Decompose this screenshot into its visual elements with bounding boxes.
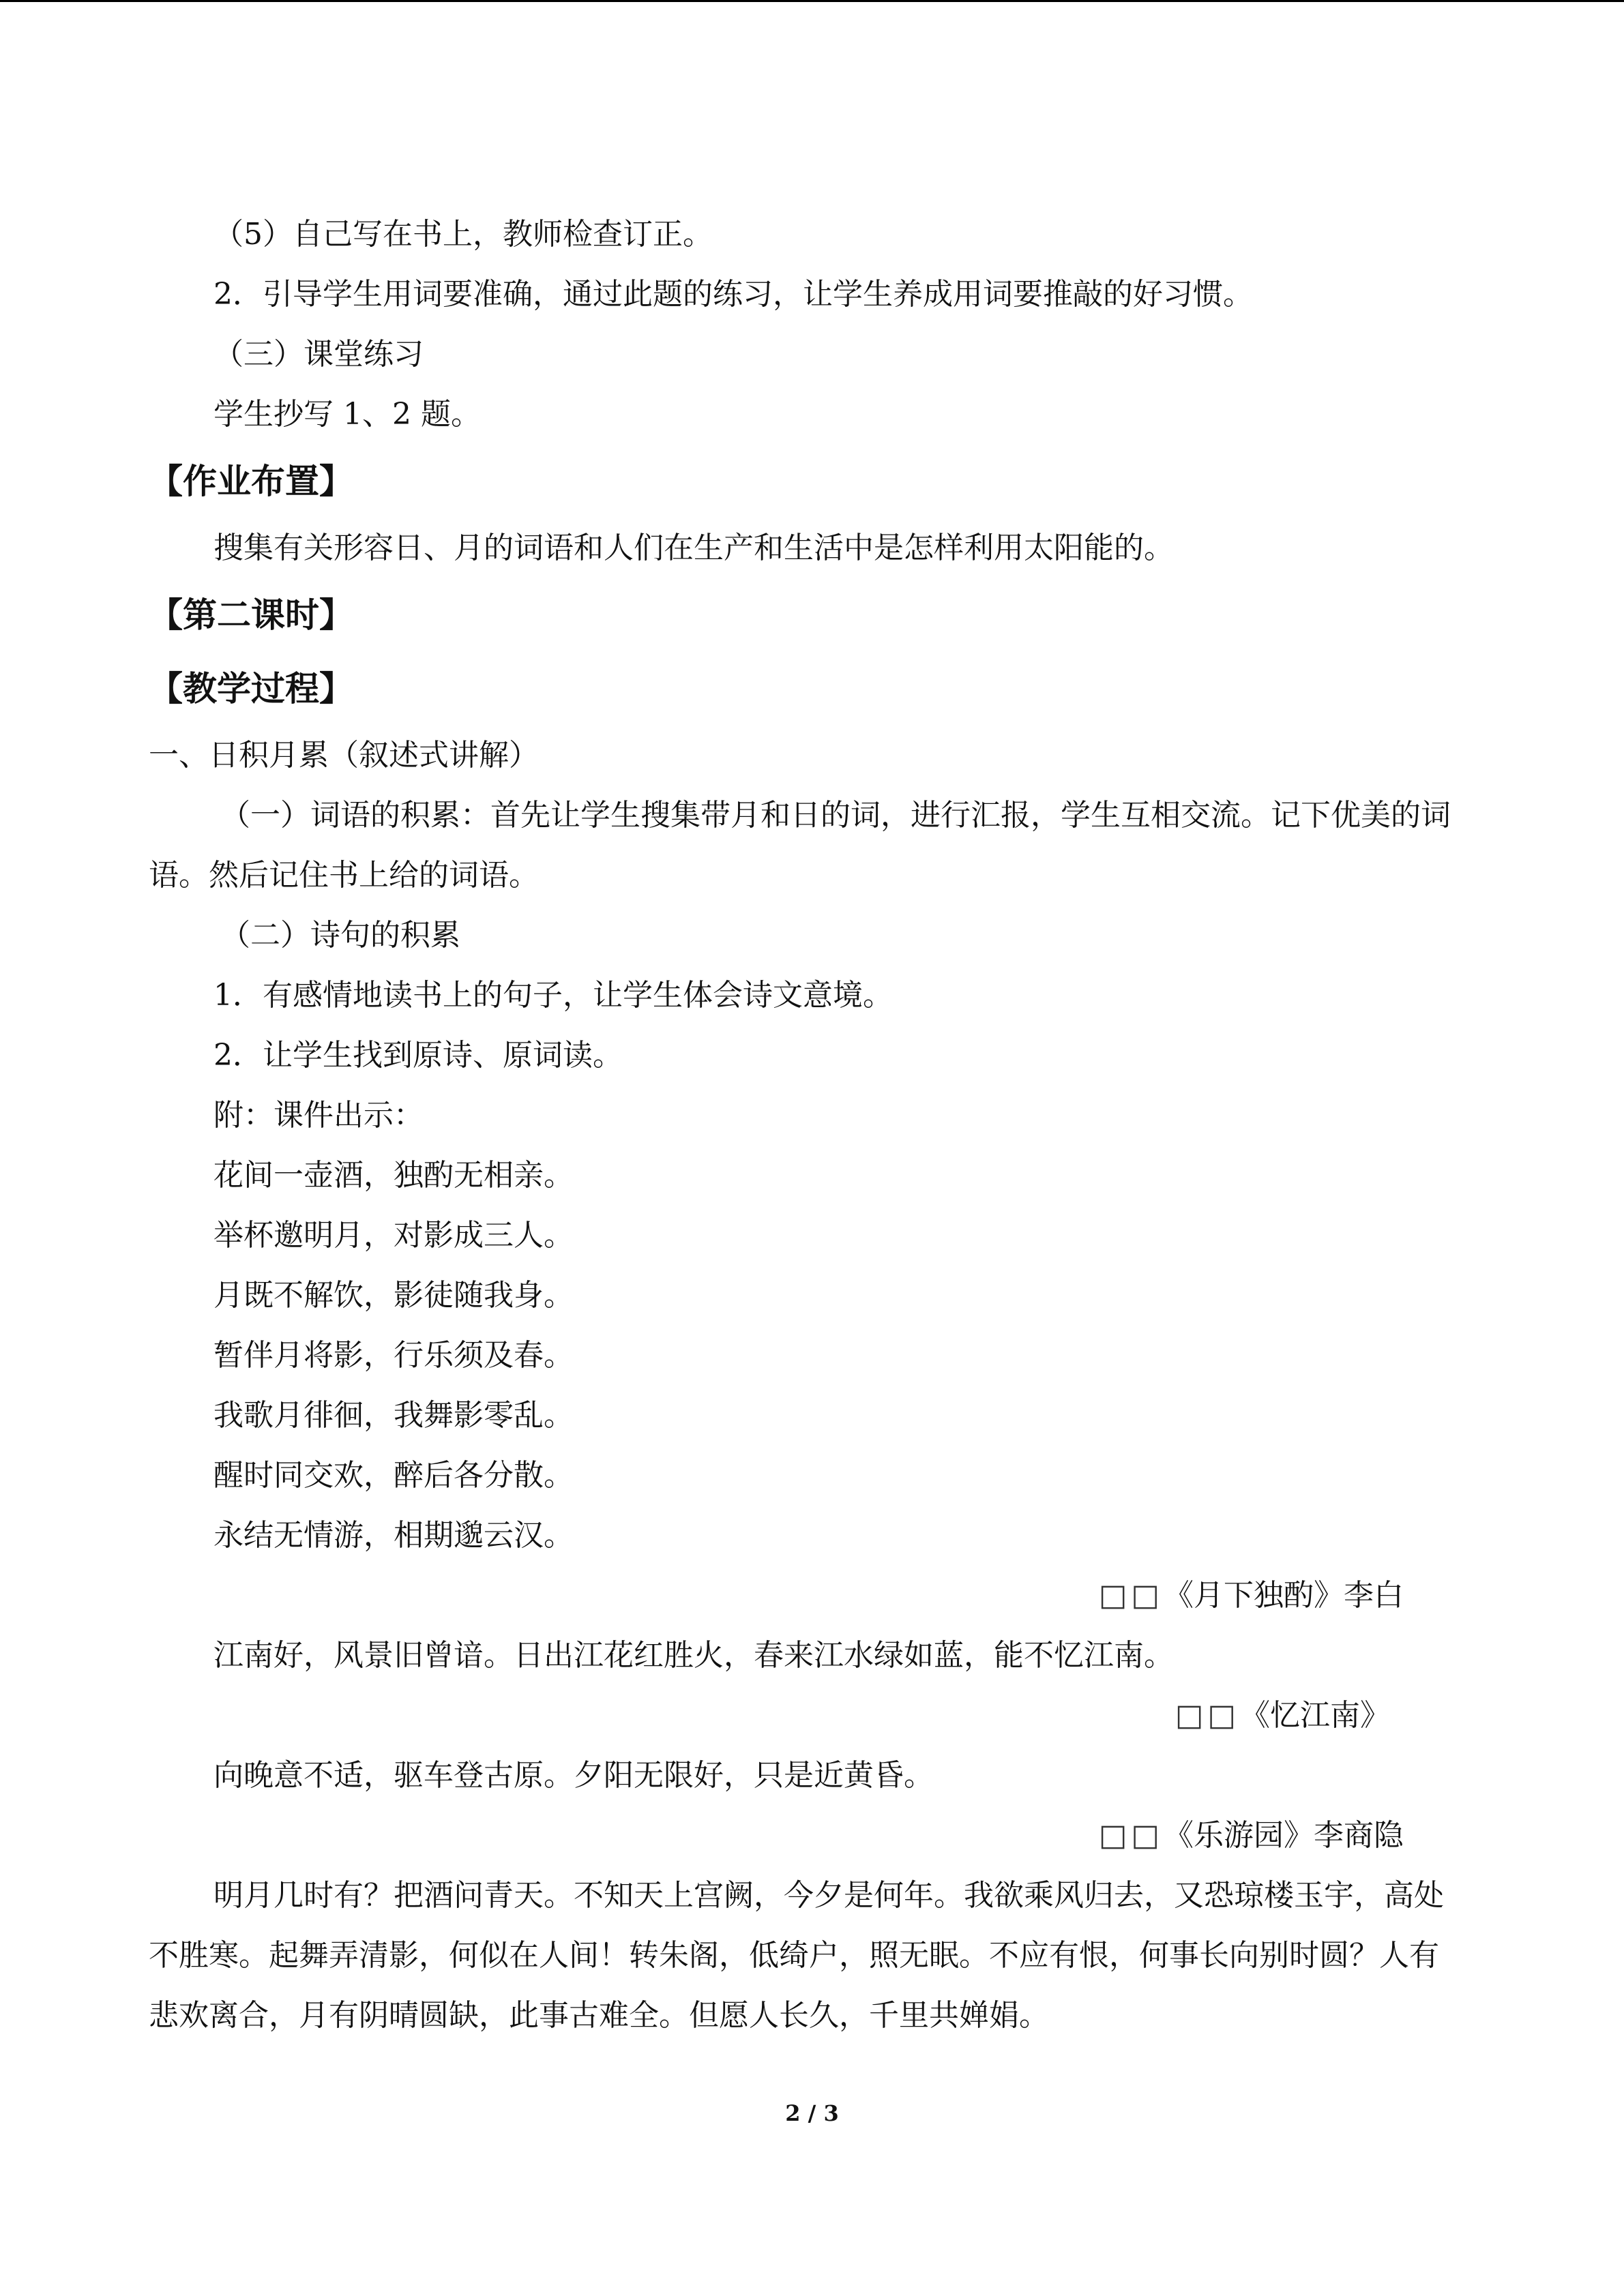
top-border-line <box>0 0 1624 2</box>
section-heading-teaching-process: 【教学过程】 <box>149 669 353 709</box>
text-line: 搜集有关形容日、月的词语和人们在生产和生活中是怎样利用太阳能的。 <box>213 531 1174 565</box>
text-line: 2．让学生找到原诗、原词读。 <box>213 1038 623 1073</box>
text-line: 学生抄写 1、2 题。 <box>213 397 481 432</box>
text-line: 一、日积月累（叙述式讲解） <box>149 738 539 773</box>
section-heading-homework: 【作业布置】 <box>149 462 353 501</box>
poem-line: 向晚意不适，驱车登古原。夕阳无限好，只是近黄昏。 <box>213 1758 934 1793</box>
text-line: （二）诗句的积累 <box>220 918 460 953</box>
section-heading-second-lesson: 【第二课时】 <box>149 595 353 635</box>
document-page-body <box>149 205 1458 2046</box>
poem-line: 月既不解饮，影徒随我身。 <box>213 1278 574 1313</box>
poem-moon-drinking <box>149 1146 1458 1566</box>
poem-line: 永结无情游，相期邈云汉。 <box>213 1518 574 1553</box>
poem-attribution <box>149 1686 1458 1746</box>
paragraph-word-accumulation: （一）词语的积累：首先让学生搜集带月和日的词，进行汇报，学生互相交流。记下优美的词语。然后记住书上给的词语。 <box>149 798 1451 893</box>
text-line: 2．引导学生用词要准确，通过此题的练习，让学生养成用词要推敲的好习惯。 <box>213 277 1253 312</box>
poem-line: 举杯邀明月，对影成三人。 <box>213 1218 574 1253</box>
poem-line: 暂伴月将影，行乐须及春。 <box>213 1338 574 1373</box>
poem-attribution <box>149 1806 1458 1866</box>
text-line: （三）课堂练习 <box>213 337 424 372</box>
placeholder-glyphs: □□ <box>1175 1698 1240 1733</box>
placeholder-glyphs: □□ <box>1098 1578 1164 1613</box>
poem-line: 我歌月徘徊，我舞影零乱。 <box>213 1398 574 1433</box>
poem-attribution <box>149 1566 1458 1626</box>
attribution-text: 《忆江南》 <box>1240 1698 1390 1733</box>
text-line: 附：课件出示： <box>213 1098 424 1133</box>
text-line: 1．有感情地读书上的句子，让学生体会诗文意境。 <box>213 978 893 1013</box>
poem-line: 醒时同交欢，醉后各分散。 <box>213 1458 574 1493</box>
paragraph-shuidiaogetou: 明月几时有？把酒问青天。不知天上宫阙，今夕是何年。我欲乘风归去，又恐琼楼玉宇，高处不胜寒。起舞弄清影，何似在人间！转朱阁，低绮户，照无眠。不应有恨，何事长向别时圆？人有悲欢离合，月有阴晴圆缺，此事古难全。但愿人长久，千里共婵娟。 <box>149 1878 1444 2033</box>
poem-line: 江南好，风景旧曾谙。日出江花红胜火，春来江水绿如蓝，能不忆江南。 <box>213 1638 1174 1673</box>
poem-line: 花间一壶酒，独酌无相亲。 <box>213 1158 574 1193</box>
page-number: 2 / 3 <box>785 2100 839 2126</box>
placeholder-glyphs: □□ <box>1098 1818 1164 1853</box>
text-line: （5）自己写在书上，教师检查订正。 <box>213 217 713 252</box>
attribution-text: 《月下独酌》李白 <box>1164 1578 1404 1613</box>
attribution-text: 《乐游园》李商隐 <box>1164 1818 1404 1853</box>
